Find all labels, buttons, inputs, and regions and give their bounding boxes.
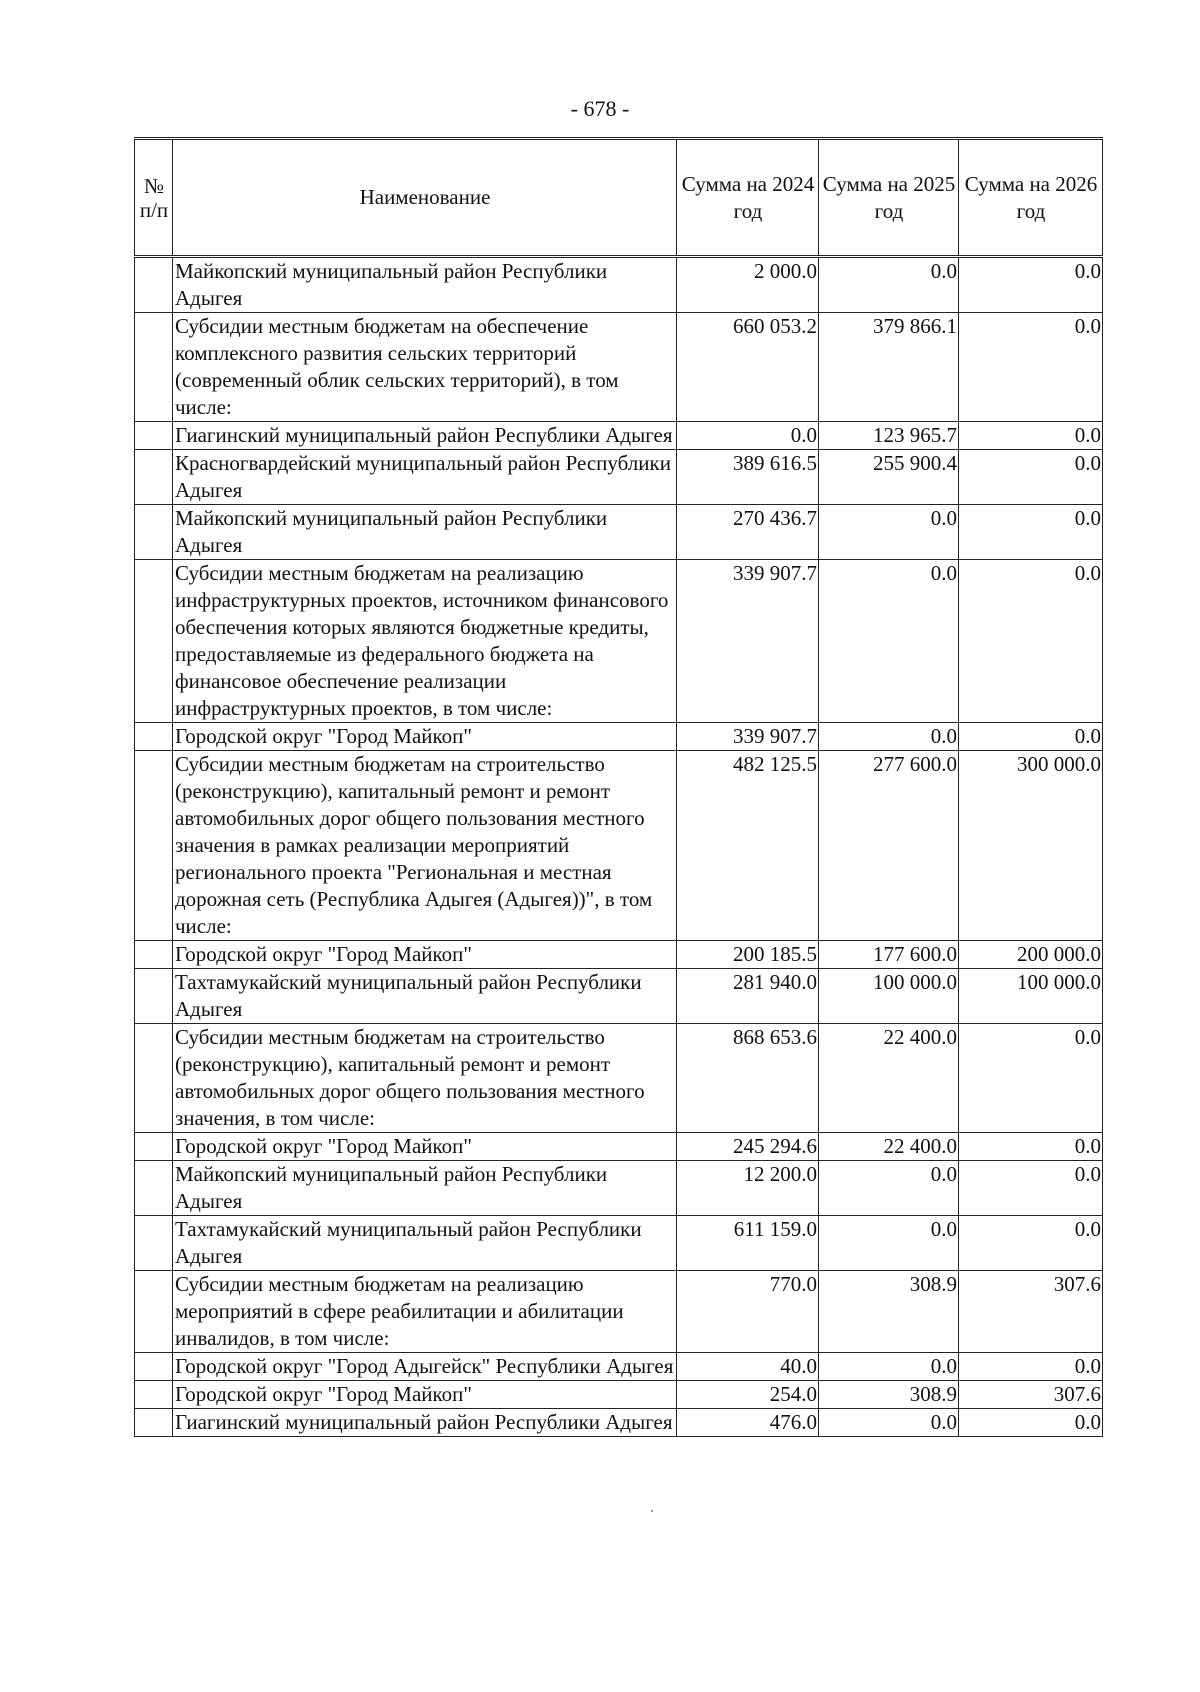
row-name-cell: Тахтамукайский муниципальный район Республики Адыгея: [173, 969, 677, 1024]
table-row: [135, 313, 1103, 422]
sum-2026-cell: 200 000.0: [959, 941, 1103, 969]
row-number-cell: [135, 257, 173, 313]
sum-2025-cell: 22 400.0: [819, 1133, 959, 1161]
row-number-cell: [135, 1271, 173, 1353]
row-number-cell: [135, 1133, 173, 1161]
sum-2026-cell: 0.0: [959, 1161, 1103, 1216]
row-number-cell: [135, 1409, 173, 1437]
header-name: Наименование: [173, 139, 677, 257]
table-row: [135, 560, 1103, 723]
row-name-cell: Красногвардейский муниципальный район Республики Адыгея: [173, 450, 677, 505]
table-body: [135, 257, 1103, 1437]
sum-2024-cell: 868 653.6: [677, 1024, 819, 1133]
sum-2025-cell: 0.0: [819, 723, 959, 751]
sum-2025-cell: 177 600.0: [819, 941, 959, 969]
row-number-cell: [135, 723, 173, 751]
sum-2025-cell: 0.0: [819, 1409, 959, 1437]
sum-2024-cell: 482 125.5: [677, 751, 819, 941]
sum-2024-cell: 2 000.0: [677, 257, 819, 313]
sum-2026-cell: 100 000.0: [959, 969, 1103, 1024]
table-row: [135, 505, 1103, 560]
row-name-cell: Субсидии местным бюджетам на реализацию мероприятий в сфере реабилитации и абилитации инвалидов, в том числе:: [173, 1271, 677, 1353]
sum-2024-cell: 339 907.7: [677, 723, 819, 751]
sum-2026-cell: 0.0: [959, 1216, 1103, 1271]
row-number-cell: [135, 422, 173, 450]
row-name-cell: Субсидии местным бюджетам на строительство (реконструкцию), капитальный ремонт и ремонт автомобильных дорог общего пользования местного значения, в том числе:: [173, 1024, 677, 1133]
table-row: [135, 257, 1103, 313]
sum-2026-cell: 0.0: [959, 450, 1103, 505]
sum-2026-cell: 307.6: [959, 1271, 1103, 1353]
sum-2025-cell: 0.0: [819, 1353, 959, 1381]
row-number-cell: [135, 1353, 173, 1381]
row-name-cell: Гиагинский муниципальный район Республики Адыгея: [173, 422, 677, 450]
sum-2024-cell: 660 053.2: [677, 313, 819, 422]
table-row: [135, 1024, 1103, 1133]
table-row: [135, 1381, 1103, 1409]
row-name-cell: Городской округ "Город Майкоп": [173, 1133, 677, 1161]
sum-2026-cell: 0.0: [959, 1409, 1103, 1437]
row-name-cell: Городской округ "Город Майкоп": [173, 941, 677, 969]
sum-2025-cell: 0.0: [819, 505, 959, 560]
sum-2025-cell: 0.0: [819, 1161, 959, 1216]
row-name-cell: Городской округ "Город Майкоп": [173, 1381, 677, 1409]
row-name-cell: Майкопский муниципальный район Республики Адыгея: [173, 257, 677, 313]
page-number: - 678 -: [570, 96, 630, 121]
row-number-cell: [135, 1024, 173, 1133]
header-sum-2024: Сумма на 2024 год: [677, 139, 819, 257]
row-number-cell: [135, 1161, 173, 1216]
table-row: [135, 1271, 1103, 1353]
sum-2024-cell: 40.0: [677, 1353, 819, 1381]
row-name-cell: Тахтамукайский муниципальный район Республики Адыгея: [173, 1216, 677, 1271]
header-sum-2025: Сумма на 2025 год: [819, 139, 959, 257]
sum-2026-cell: 307.6: [959, 1381, 1103, 1409]
table-row: [135, 1133, 1103, 1161]
sum-2025-cell: 379 866.1: [819, 313, 959, 422]
sum-2025-cell: 255 900.4: [819, 450, 959, 505]
sum-2024-cell: 476.0: [677, 1409, 819, 1437]
row-number-cell: [135, 505, 173, 560]
row-number-cell: [135, 313, 173, 422]
table-row: [135, 1353, 1103, 1381]
sum-2024-cell: 281 940.0: [677, 969, 819, 1024]
row-name-cell: Майкопский муниципальный район Республики Адыгея: [173, 1161, 677, 1216]
sum-2026-cell: 0.0: [959, 313, 1103, 422]
row-number-cell: [135, 941, 173, 969]
sum-2025-cell: 0.0: [819, 257, 959, 313]
row-name-cell: Городской округ "Город Адыгейск" Республики Адыгея: [173, 1353, 677, 1381]
row-number-cell: [135, 1216, 173, 1271]
row-number-cell: [135, 450, 173, 505]
row-name-cell: Субсидии местным бюджетам на обеспечение комплексного развития сельских территорий (современный облик сельских территорий), в том числе:: [173, 313, 677, 422]
sum-2026-cell: 300 000.0: [959, 751, 1103, 941]
sum-2024-cell: 611 159.0: [677, 1216, 819, 1271]
sum-2025-cell: 123 965.7: [819, 422, 959, 450]
sum-2026-cell: 0.0: [959, 257, 1103, 313]
sum-2026-cell: 0.0: [959, 1024, 1103, 1133]
sum-2025-cell: 100 000.0: [819, 969, 959, 1024]
sum-2026-cell: 0.0: [959, 723, 1103, 751]
sum-2024-cell: 0.0: [677, 422, 819, 450]
table-row: [135, 450, 1103, 505]
sum-2026-cell: 0.0: [959, 1353, 1103, 1381]
table-row: [135, 941, 1103, 969]
sum-2025-cell: 0.0: [819, 1216, 959, 1271]
table-row: [135, 969, 1103, 1024]
row-name-cell: Городской округ "Город Майкоп": [173, 723, 677, 751]
sum-2025-cell: 0.0: [819, 560, 959, 723]
table-row: [135, 751, 1103, 941]
sum-2026-cell: 0.0: [959, 560, 1103, 723]
sum-2024-cell: 770.0: [677, 1271, 819, 1353]
sum-2024-cell: 245 294.6: [677, 1133, 819, 1161]
table-header-row: [135, 139, 1103, 257]
table-row: [135, 1161, 1103, 1216]
table-row: [135, 1216, 1103, 1271]
scan-speck: [651, 1510, 653, 1512]
table-row: [135, 1409, 1103, 1437]
sum-2025-cell: 22 400.0: [819, 1024, 959, 1133]
sum-2025-cell: 277 600.0: [819, 751, 959, 941]
row-number-cell: [135, 560, 173, 723]
table-row: [135, 723, 1103, 751]
row-number-cell: [135, 751, 173, 941]
sum-2025-cell: 308.9: [819, 1271, 959, 1353]
sum-2026-cell: 0.0: [959, 422, 1103, 450]
sum-2024-cell: 389 616.5: [677, 450, 819, 505]
table-row: [135, 422, 1103, 450]
row-name-cell: Гиагинский муниципальный район Республики Адыгея: [173, 1409, 677, 1437]
budget-table: [134, 137, 1103, 1437]
sum-2025-cell: 308.9: [819, 1381, 959, 1409]
sum-2024-cell: 12 200.0: [677, 1161, 819, 1216]
header-row-number: № п/п: [135, 139, 173, 257]
header-sum-2026: Сумма на 2026 год: [959, 139, 1103, 257]
row-name-cell: Субсидии местным бюджетам на реализацию инфраструктурных проектов, источником финансового обеспечения которых являются бюджетные кредиты, предоставляемые из федерального бюджета на финансовое обеспечение реализации инфраструктурных проектов, в том числе:: [173, 560, 677, 723]
sum-2024-cell: 254.0: [677, 1381, 819, 1409]
row-name-cell: Майкопский муниципальный район Республики Адыгея: [173, 505, 677, 560]
row-number-cell: [135, 1381, 173, 1409]
sum-2026-cell: 0.0: [959, 1133, 1103, 1161]
sum-2024-cell: 339 907.7: [677, 560, 819, 723]
sum-2024-cell: 270 436.7: [677, 505, 819, 560]
sum-2026-cell: 0.0: [959, 505, 1103, 560]
sum-2024-cell: 200 185.5: [677, 941, 819, 969]
row-name-cell: Субсидии местным бюджетам на строительство (реконструкцию), капитальный ремонт и ремонт автомобильных дорог общего пользования местного значения в рамках реализации мероприятий регионального проекта "Региональная и местная дорожная сеть (Республика Адыгея (Адыгея))", в том числе:: [173, 751, 677, 941]
row-number-cell: [135, 969, 173, 1024]
